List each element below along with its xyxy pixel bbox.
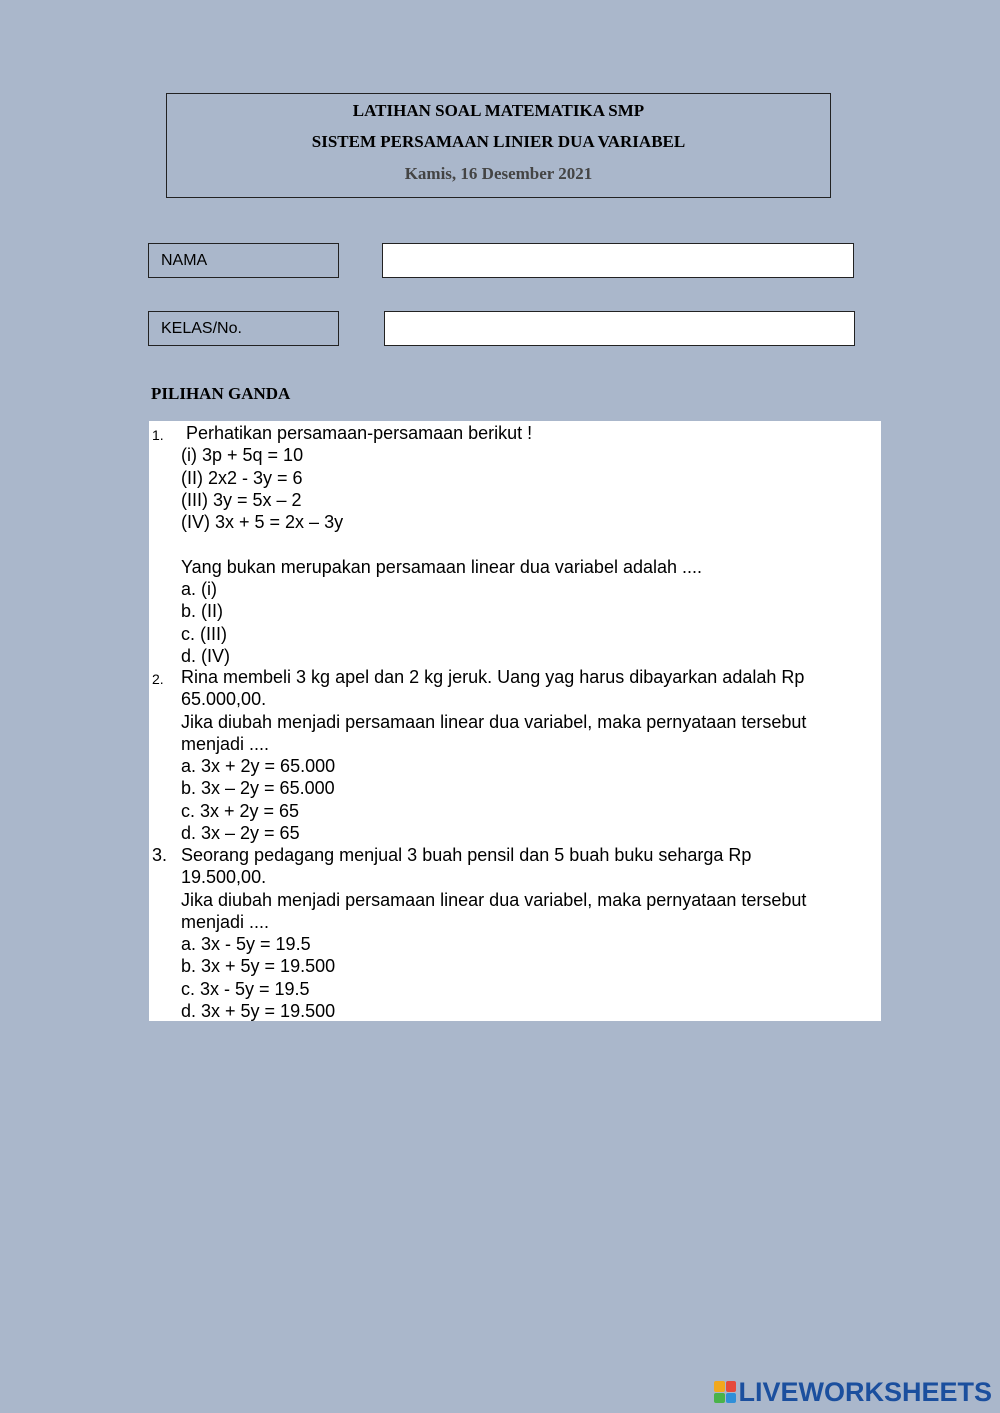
liveworksheets-logo: [714, 1377, 992, 1407]
option-c[interactable]: c. (III): [181, 623, 227, 644]
question-number: 2.: [152, 671, 164, 687]
section-title: PILIHAN GANDA: [151, 384, 291, 403]
option-d[interactable]: d. (IV): [181, 645, 231, 666]
question-prompt: Rina membeli 3 kg apel dan 2 kg jeruk. Uang yag harus dibayarkan adalah Rp: [181, 667, 805, 687]
statement: (II) 2x2 - 3y = 6: [181, 467, 303, 488]
question-prompt-cont: 19.500,00.: [181, 867, 267, 888]
question-number: 1.: [152, 427, 164, 443]
statement: (III) 3y = 5x – 2: [181, 489, 302, 510]
class-label: KELAS/No.: [148, 311, 339, 346]
question-prompt: Perhatikan persamaan-persamaan berikut !: [186, 423, 533, 443]
option-a[interactable]: a. (i): [181, 579, 217, 600]
name-label: NAMA: [148, 243, 339, 278]
option-b[interactable]: b. (II): [181, 601, 224, 622]
option-a[interactable]: a. 3x + 2y = 65.000: [181, 756, 336, 777]
statement: (i) 3p + 5q = 10: [181, 445, 304, 466]
question-text-cont: menjadi ....: [181, 733, 270, 754]
worksheet-header: [166, 93, 831, 198]
class-input[interactable]: [384, 311, 855, 346]
brand-name: LIVEWORKSHEETS: [738, 1376, 992, 1407]
option-b[interactable]: b. 3x + 5y = 19.500: [181, 956, 336, 977]
question-prompt-cont: 65.000,00.: [181, 689, 267, 710]
question-prompt: Seorang pedagang menjual 3 buah pensil dan 5 buah buku seharga Rp: [181, 845, 752, 865]
questions-panel: [149, 421, 881, 1021]
option-b[interactable]: b. 3x – 2y = 65.000: [181, 778, 335, 799]
option-c[interactable]: c. 3x + 2y = 65: [181, 800, 300, 821]
question-text: Yang bukan merupakan persamaan linear dua variabel adalah ....: [181, 556, 703, 577]
option-d[interactable]: d. 3x – 2y = 65: [181, 823, 300, 844]
header-date: Kamis, 16 Desember 2021: [404, 164, 593, 183]
question-text: Jika diubah menjadi persamaan linear dua variabel, maka pernyataan tersebut: [181, 889, 807, 910]
header-subtitle: SISTEM PERSAMAAN LINIER DUA VARIABEL: [311, 132, 686, 151]
statement: (IV) 3x + 5 = 2x – 3y: [181, 512, 344, 533]
option-c[interactable]: c. 3x - 5y = 19.5: [181, 978, 310, 999]
name-input[interactable]: [382, 243, 854, 278]
question-number: 3.: [152, 845, 168, 865]
option-a[interactable]: a. 3x - 5y = 19.5: [181, 934, 311, 955]
option-d[interactable]: d. 3x + 5y = 19.500: [181, 1001, 336, 1022]
liveworksheets-mark-icon: [714, 1381, 736, 1403]
question-text-cont: menjadi ....: [181, 911, 270, 932]
header-title: LATIHAN SOAL MATEMATIKA SMP: [352, 101, 645, 120]
question-text: Jika diubah menjadi persamaan linear dua variabel, maka pernyataan tersebut: [181, 711, 807, 732]
